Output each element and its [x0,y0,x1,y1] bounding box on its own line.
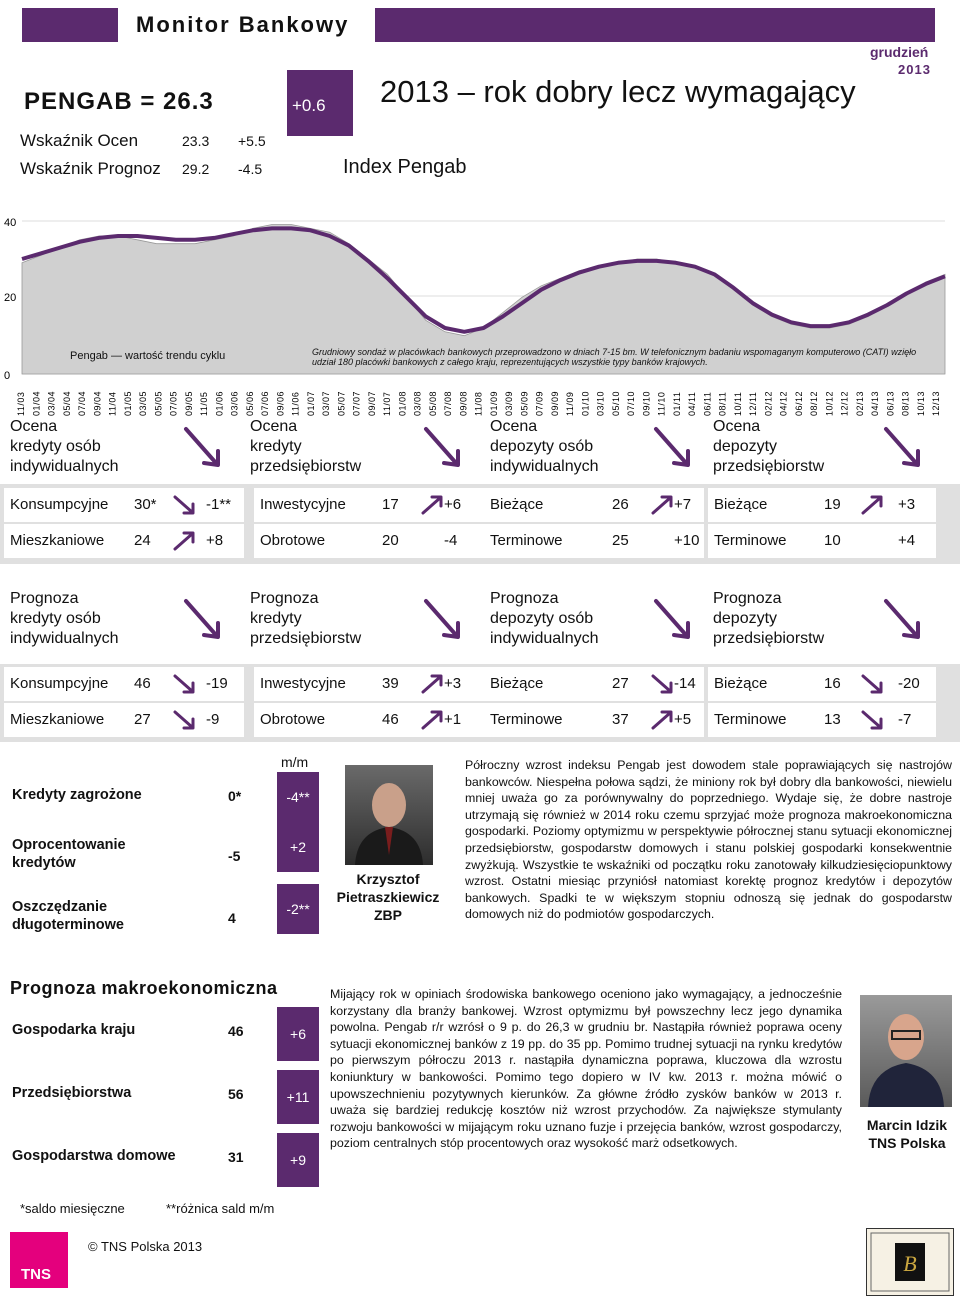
footnote-2: **różnica sald m/m [166,1201,275,1216]
cell-value: 46 [134,675,151,692]
x-tick-label: 04/13 [870,390,880,416]
cell-value: 24 [134,532,151,549]
wsk-ocen-label: Wskaźnik Ocen [20,131,139,150]
cell-arrow [860,673,886,699]
x-tick-label: 05/07 [336,390,347,416]
ocena-cell [254,524,484,558]
ocena-cell [484,524,704,558]
x-tick-label: 06/11 [702,391,713,416]
cell-value: 19 [824,496,841,513]
cell-change: -1** [206,496,232,513]
lower-item-value: -5 [228,848,241,864]
cell-change: +7 [674,496,692,513]
cell-arrow [860,709,886,735]
lower-item-label: Oprocentowanie kredytów [12,837,126,871]
x-tick-label: 10/11 [732,391,743,416]
prognoza-heading-4: Prognoza depozyty przedsiębiorstw [713,590,825,647]
x-tick-label: 04/12 [778,390,789,416]
x-tick-label: 01/06 [214,390,225,416]
person2-name: Marcin Idzik TNS Polska [866,1117,948,1151]
x-tick-label: 07/07 [351,390,362,416]
pengab-value: PENGAB = 26.3 [24,88,214,115]
photo-idzik [860,995,952,1107]
cell-change: +5 [674,711,692,728]
photo-pietraszkiewicz [345,765,433,865]
prognoza-trend-arrow [880,595,926,648]
cell-label: Obrotowe [260,532,326,549]
x-tick-label: 07/10 [626,390,636,416]
x-tick-label: 07/06 [260,390,270,416]
mm-label: m/m [281,754,309,770]
cell-value: 37 [612,711,629,728]
wsk-prog-value: 29.2 [182,161,210,177]
cell-change: -20 [898,675,920,692]
arrow-up-icon [420,673,446,695]
x-tick-label: 02/13 [854,390,865,416]
cell-change: -14 [674,675,696,692]
arrow-up-icon [650,494,676,516]
prognoza-trend-arrow [180,595,226,648]
x-tick-label: 11/05 [199,391,209,416]
wsk-prog-change: -4.5 [238,161,263,177]
cell-arrow [420,673,446,699]
x-tick-label: 12/13 [931,390,941,416]
cell-change: -4 [444,532,458,549]
cell-label: Obrotowe [260,711,326,728]
cell-arrow [650,673,676,699]
ocena-trend-arrow [880,423,926,476]
cell-change: -7 [898,711,912,728]
x-tick-label: 03/04 [46,390,57,416]
lower-item-change-box: +2 [277,822,319,872]
arrow-icon [650,595,696,643]
arrow-icon [880,595,926,643]
x-tick-label: 11/10 [656,391,667,416]
ocena-cell [4,524,244,558]
x-tick-label: 03/08 [412,390,423,416]
x-tick-label: 01/10 [580,390,591,416]
cell-label: Mieszkaniowe [10,711,105,728]
cell-arrow [420,494,446,520]
arrow-icon [180,595,226,643]
cell-arrow [650,709,676,735]
lower-item-value: 0* [228,788,242,804]
x-tick-label: 05/04 [61,390,72,416]
wsk-ocen-value: 23.3 [182,133,210,149]
arrow-down-icon [172,494,198,516]
x-tick-label: 12/11 [748,391,758,416]
paragraph-2: Mijający rok w opiniach środowiska bankowego oceniono jako wymagający, a jednocześnie korzystany dla branży bankowej. Wzrost optymizmu był powszechny lecz jego dynamika powolna. Pengab r/r wzrósł o 9 p. do 26,3 w grudniu br. Nastąpiła również poprawa oceny sytuacji ekonomicznej banków z 19 pp. do 35 pp. Pomimo trudnej sytuacji na rynku kredytów po pierwszym półroczu 2013 r. nastąpiła dynamiczna poprawa, kluczowa dla wzrostu koniunktury w bankowości. Pomimo tego dopiero w IV kw. 2013 r. można mówić o upowszechnieniu pozytywnych kierunków. Za główne źródło zysków banków w 2013 r. uważa się bardziej redukcję kosztów niż wzrost przychodów. Za największe stymulanty rozwoju bankowości w mijającym roku uznano fuzje i przejęcia banków, wzrost gospodarczy, poziom centralnych stóp procentowych oraz wysokość marż odsetkowych. [330,987,842,1151]
macro-item-label: Gospodarka kraju [12,1022,136,1038]
year-label: 2013 [898,62,931,77]
cell-label: Mieszkaniowe [10,532,105,549]
cell-label: Konsumpcyjne [10,675,109,692]
ocena-heading-3: Ocena depozyty osób indywidualnych [490,418,599,475]
cell-change: +3 [444,675,462,692]
person1-name: Krzysztof Pietraszkiewicz ZBP [336,871,440,923]
x-tick-label: 08/12 [809,390,819,416]
cell-value: 27 [134,711,151,728]
ocena-trend-arrow [650,423,696,476]
lower-item-value: 4 [228,910,236,926]
x-tick-label: 06/12 [793,390,804,416]
cell-value: 13 [824,711,841,728]
cell-label: Terminowe [714,532,787,549]
macro-item-label: Przedsiębiorstwa [12,1085,132,1101]
macro-item-label: Gospodarstwa domowe [12,1148,176,1164]
cell-value: 16 [824,675,841,692]
cell-arrow [172,709,198,735]
cell-label: Konsumpcyjne [10,496,109,513]
x-tick-label: 01/05 [122,390,133,416]
ocena-trend-arrow [180,423,226,476]
x-tick-label: 10/13 [915,390,926,416]
prognoza-cell [708,667,936,701]
copyright: © TNS Polska 2013 [88,1239,203,1254]
lower-item-label: Oszczędzanie długoterminowe [12,899,124,933]
prognoza-cell [708,703,936,737]
prognoza-cell [254,667,484,701]
x-tick-label: 01/09 [488,390,499,416]
svg-text:B: B [903,1251,917,1276]
tns-logo-text: TNS [21,1266,51,1283]
prognoza-cell [4,703,244,737]
cell-change: +6 [444,496,462,513]
chart-note: Grudniowy sondaż w placówkach bankowych przeprowadzono w dniach 7-15 bm. W telefonicznym badaniu wspomaganym komputerowo (CATI) wzięło udział 180 placówki bankowych z całego kraju, reprezentujących wszystkie typy banków krajowych. [312,347,917,367]
prognoza-cell [484,667,704,701]
x-tick-label: 03/06 [229,390,240,416]
ocena-trend-arrow [420,423,466,476]
cell-arrow [172,530,198,556]
arrow-down-icon [172,709,198,731]
x-tick-label: 09/06 [275,390,286,416]
lower-item-change-box: -4** [277,772,319,822]
x-tick-label: 11/07 [382,391,392,416]
prognoza-heading-2: Prognoza kredyty przedsiębiorstw [250,590,362,647]
arrow-down-icon [860,673,886,695]
ocena-cell [254,488,484,522]
arrow-up-icon [172,530,198,552]
cell-change: +1 [444,711,462,728]
arrow-up-icon [650,709,676,731]
cell-label: Bieżące [714,675,768,692]
cell-value: 17 [382,496,399,513]
arrow-icon [880,423,926,471]
x-tick-label: 09/07 [366,390,377,416]
arrow-icon [420,423,466,471]
prognoza-cell [4,667,244,701]
x-tick-label: 11/04 [107,391,118,416]
ocena-cell [708,524,936,558]
cell-value: 39 [382,675,399,692]
x-tick-label: 11/03 [16,391,26,416]
arrow-up-icon [420,494,446,516]
header-right-bar [375,8,935,42]
pengab-chart [0,188,960,418]
x-tick-label: 05/10 [610,390,621,416]
x-tick-label: 09/10 [641,390,652,416]
header-left-bar [22,8,118,42]
x-tick-label: 07/05 [168,390,179,416]
macro-item-value: 31 [228,1149,244,1165]
x-tick-label: 10/12 [824,390,835,416]
lower-item-change-box: -2** [277,884,319,934]
ocena-heading-2: Ocena kredyty przedsiębiorstw [250,418,362,475]
cell-arrow [860,494,886,520]
cell-arrow [650,494,676,520]
arrow-down-icon [172,673,198,695]
x-tick-label: 09/04 [92,390,103,416]
cell-value: 10 [824,532,841,549]
x-tick-label: 09/08 [458,390,469,416]
headline: 2013 – rok dobry lecz wymagający [380,74,856,109]
macro-item-change-box: +9 [277,1133,319,1187]
x-tick-label: 09/05 [183,390,194,416]
cell-label: Terminowe [714,711,787,728]
y-tick-label: 20 [4,292,17,304]
cell-change: +3 [898,496,916,513]
cell-label: Terminowe [490,532,563,549]
cell-label: Bieżące [490,675,544,692]
cell-label: Bieżące [490,496,544,513]
ocena-cell [484,488,704,522]
x-tick-label: 08/13 [900,390,911,416]
prognoza-cell [484,703,704,737]
macro-item-change-box: +11 [277,1070,319,1124]
cell-arrow [420,709,446,735]
x-tick-label: 04/11 [687,391,697,416]
x-tick-label: 01/07 [305,390,316,416]
cell-value: 25 [612,532,629,549]
y-tick-label: 0 [4,370,11,382]
wsk-ocen-change: +5.5 [238,133,266,149]
arrow-down-icon [860,709,886,731]
x-tick-label: 12/12 [839,390,850,416]
brand-title: Monitor Bankowy [136,12,350,37]
x-tick-label: 03/07 [321,390,331,416]
arrow-down-icon [650,673,676,695]
x-tick-label: 01/08 [397,390,408,416]
cell-change: +4 [898,532,916,549]
cell-value: 20 [382,532,399,549]
arrow-icon [180,423,226,471]
x-tick-label: 07/04 [77,390,87,416]
cell-value: 27 [612,675,629,692]
ocena-heading-1: Ocena kredyty osób indywidualnych [10,418,119,475]
x-tick-label: 06/13 [885,390,896,416]
cell-value: 46 [382,711,399,728]
zbp-seal [866,1228,954,1296]
arrow-up-icon [860,494,886,516]
cell-change: -9 [206,711,220,728]
prognoza-trend-arrow [650,595,696,648]
cell-change: +10 [674,532,700,549]
x-tick-label: 11/08 [473,391,484,416]
x-tick-label: 03/10 [595,390,606,416]
chart-legend: Pengab — wartość trendu cyklu [70,350,226,362]
ocena-cell [708,488,936,522]
month-label: grudzień [870,44,929,60]
x-tick-label: 11/06 [290,391,301,416]
x-tick-label: 05/06 [244,390,255,416]
x-tick-label: 05/09 [519,390,530,416]
x-tick-label: 07/08 [443,390,453,416]
prognoza-cell [254,703,484,737]
cell-label: Bieżące [714,496,768,513]
cell-arrow [172,494,198,520]
footnote-1: *saldo miesięczne [20,1201,125,1216]
x-tick-label: 05/08 [427,390,438,416]
cell-label: Inwestycyjne [260,496,346,513]
x-tick-label: 02/12 [763,390,774,416]
prognoza-heading-3: Prognoza depozyty osób indywidualnych [490,590,599,647]
macro-item-value: 46 [228,1023,244,1039]
cell-value: 26 [612,496,629,513]
x-tick-label: 05/05 [153,390,164,416]
cell-label: Inwestycyjne [260,675,346,692]
cell-change: -19 [206,675,228,692]
x-tick-label: 11/09 [565,391,575,416]
ocena-heading-4: Ocena depozyty przedsiębiorstw [713,418,825,475]
index-label: Index Pengab [343,156,467,178]
arrow-up-icon [420,709,446,731]
x-tick-label: 08/11 [717,391,728,416]
x-tick-label: 07/09 [534,390,545,416]
prognoza-trend-arrow [420,595,466,648]
prognoza-heading-1: Prognoza kredyty osób indywidualnych [10,590,119,647]
macro-item-change-box: +6 [277,1007,319,1061]
tns-logo [10,1232,68,1288]
arrow-icon [650,423,696,471]
x-tick-label: 09/09 [549,390,560,416]
macro-item-value: 56 [228,1086,244,1102]
cell-value: 30* [134,496,157,513]
arrow-icon [420,595,466,643]
wsk-prog-label: Wskaźnik Prognoz [20,159,161,178]
cell-label: Terminowe [490,711,563,728]
x-tick-label: 03/09 [504,390,514,416]
ocena-cell [4,488,244,522]
cell-arrow [172,673,198,699]
pengab-change: +0.6 [292,96,326,115]
x-tick-label: 03/05 [138,390,148,416]
x-tick-label: 01/11 [671,391,682,416]
x-tick-label: 01/04 [31,390,42,416]
lower-item-label: Kredyty zagrożone [12,787,142,803]
macro-title: Prognoza makroekonomiczna [10,978,278,998]
cell-change: +8 [206,532,224,549]
paragraph-1: Półroczny wzrost indeksu Pengab jest dowodem stale poprawiających się nastrojów bankowców. Niespełna połowa sądzi, że miniony rok był dobry dla bankowości, niewielu mniej uważa go za porównywalny do poprzedniego. Wydaje się, że dobre nastroje utrzymają się również w 2014 roku czemu sprzyjać może prognoza makroekonomiczna gospodarki. Poziomy optymizmu w perspektywie półrocznej stanu sytuacji ekonomicznej przedsiębiorstw, gospodarstw domowych i stanu polskiej gospodarki konsekwentnie zwyżkują. Wszystkie te wskaźniki od początku roku zanotowały kilkudziesięciopunktowy wzrost. Ostatni miesiąc przyniósł natomiast korektę prognoz kredytów i depozytów bankowych. Spadki te w większym stopniu odnoszą się jednak do gospodarstw domowych niż do podmiotów gospodarczych. [465,758,952,922]
y-tick-label: 40 [4,217,17,229]
